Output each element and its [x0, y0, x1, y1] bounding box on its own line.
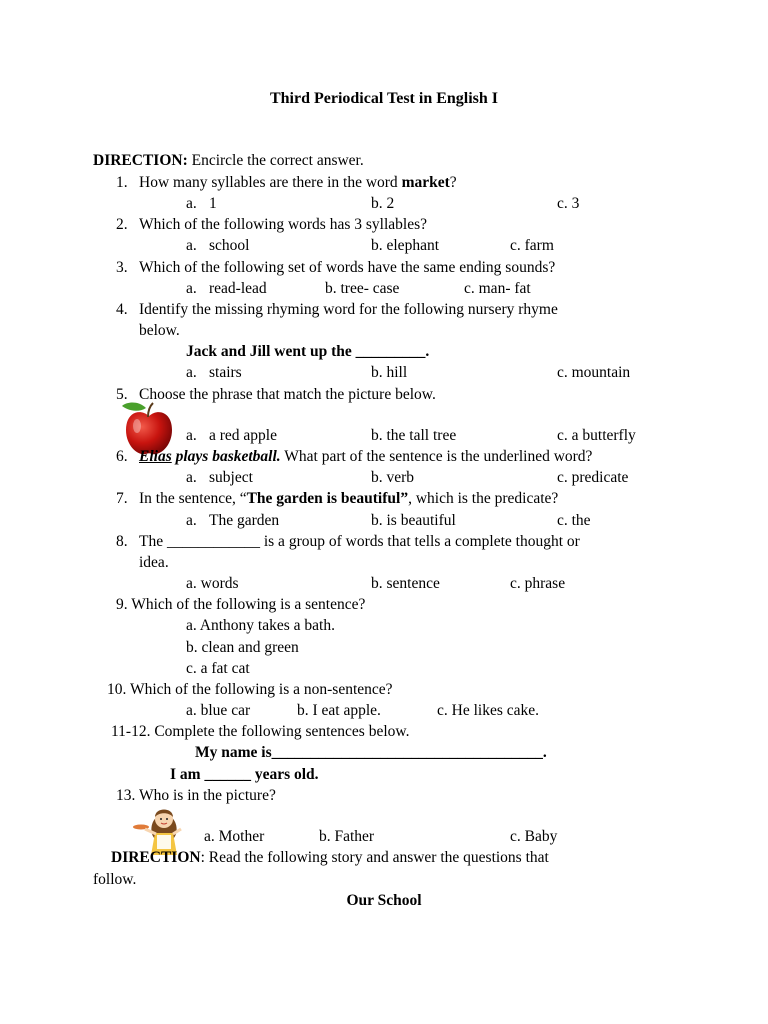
q4-option-c: c. mountain — [557, 364, 631, 381]
q4-text-line2: below. — [139, 322, 180, 339]
q6-option-b: b. verb — [371, 469, 415, 486]
q7-post: , which is the predicate? — [408, 490, 559, 507]
q7-number: 7. — [116, 490, 128, 507]
q13-option-c: c. Baby — [510, 828, 558, 845]
q3-text: Which of the following set of words have the same ending sounds? — [139, 259, 556, 276]
q7-option-a-letter: a. — [186, 512, 197, 529]
direction2-text: : Read the following story and answer the questions that — [200, 849, 549, 866]
q6-underlined-subject: Elias — [139, 448, 172, 465]
q4-text-line1: Identify the missing rhyming word for the following nursery rhyme — [139, 301, 558, 318]
q1-option-a-letter: a. — [186, 195, 197, 212]
q4-option-a: stairs — [209, 364, 242, 381]
q1-pre: How many syllables are there in the word — [139, 174, 402, 191]
q1-number: 1. — [116, 174, 128, 191]
q2-option-c: c. farm — [510, 237, 554, 254]
q13-text: 13. Who is in the picture? — [116, 787, 276, 804]
q8-text-line1: The ____________ is a group of words that tells a complete thought or — [139, 533, 580, 550]
direction2-line2: follow. — [93, 871, 137, 888]
q13-option-a: a. Mother — [204, 828, 265, 845]
direction-label: DIRECTION: — [93, 152, 188, 169]
q11-text: 11-12. Complete the following sentences below. — [111, 723, 410, 740]
q2-text: Which of the following words has 3 syllables? — [139, 216, 427, 233]
q10-option-c: c. He likes cake. — [437, 702, 539, 719]
story-title: Our School — [346, 892, 422, 909]
q8-number: 8. — [116, 533, 128, 550]
q1-option-b: b. 2 — [371, 195, 395, 212]
q10-option-b: b. I eat apple. — [297, 702, 381, 719]
q9-option-c: c. a fat cat — [186, 660, 250, 677]
q8-text-line2: idea. — [139, 554, 169, 571]
q2-number: 2. — [116, 216, 128, 233]
q6-sentence-rest: plays basketball. — [171, 448, 281, 465]
q7-text — [139, 491, 558, 507]
direction2-line — [111, 850, 549, 866]
q3-option-b: b. tree- case — [325, 280, 400, 297]
q1-option-c: c. 3 — [557, 195, 580, 212]
q3-number: 3. — [116, 259, 128, 276]
q8-option-c: c. phrase — [510, 575, 566, 592]
q4-number: 4. — [116, 301, 128, 318]
direction-text: Encircle the correct answer. — [187, 152, 364, 169]
direction-line — [93, 153, 364, 169]
q3-option-a-letter: a. — [186, 280, 197, 297]
q9-option-a: a. Anthony takes a bath. — [186, 617, 335, 634]
q4-option-a-letter: a. — [186, 364, 197, 381]
q7-pre: In the sentence, “ — [139, 490, 247, 507]
q6-option-a-letter: a. — [186, 469, 197, 486]
q6-question: What part of the sentence is the underlined word? — [280, 448, 593, 465]
direction2-label: DIRECTION — [111, 849, 201, 866]
q7-option-c: c. the — [557, 512, 591, 529]
q5-option-a: a red apple — [209, 427, 277, 444]
q1-text — [139, 175, 457, 191]
q7-option-b: b. is beautiful — [371, 512, 456, 529]
q10-text: 10. Which of the following is a non-sentence? — [107, 681, 393, 698]
q6-option-c: c. predicate — [557, 469, 629, 486]
q4-rhyme: Jack and Jill went up the _________. — [186, 343, 430, 360]
q9-option-b: b. clean and green — [186, 639, 299, 656]
q11-sentence-name: My name is___________________________________. — [195, 744, 547, 761]
q3-option-a: read-lead — [209, 280, 267, 297]
q13-option-b: b. Father — [319, 828, 375, 845]
q3-option-c: c. man- fat — [464, 280, 531, 297]
q1-bold-word: market — [401, 174, 450, 191]
q5-text: Choose the phrase that match the picture below. — [139, 386, 436, 403]
q1-post: ? — [449, 174, 457, 191]
q1-option-a: 1 — [209, 195, 217, 212]
q2-option-b: b. elephant — [371, 237, 440, 254]
q6-text — [139, 449, 592, 465]
q6-number: 6. — [116, 448, 128, 465]
q2-option-a: school — [209, 237, 250, 254]
q5-option-a-letter: a. — [186, 427, 197, 444]
q5-option-c: c. a butterfly — [557, 427, 636, 444]
q2-option-a-letter: a. — [186, 237, 197, 254]
q8-option-a: a. words — [186, 575, 239, 592]
test-title: Third Periodical Test in English I — [269, 90, 499, 107]
q4-option-b: b. hill — [371, 364, 408, 381]
q12-sentence-age: I am ______ years old. — [170, 766, 319, 783]
q6-option-a: subject — [209, 469, 253, 486]
q5-number: 5. — [116, 386, 128, 403]
q7-bold-sentence: The garden is beautiful” — [246, 490, 409, 507]
q9-text: 9. Which of the following is a sentence? — [116, 596, 366, 613]
q5-option-b: b. the tall tree — [371, 427, 457, 444]
mother-icon — [133, 803, 195, 855]
q8-option-b: b. sentence — [371, 575, 440, 592]
q10-option-a: a. blue car — [186, 702, 251, 719]
q7-option-a: The garden — [209, 512, 280, 529]
